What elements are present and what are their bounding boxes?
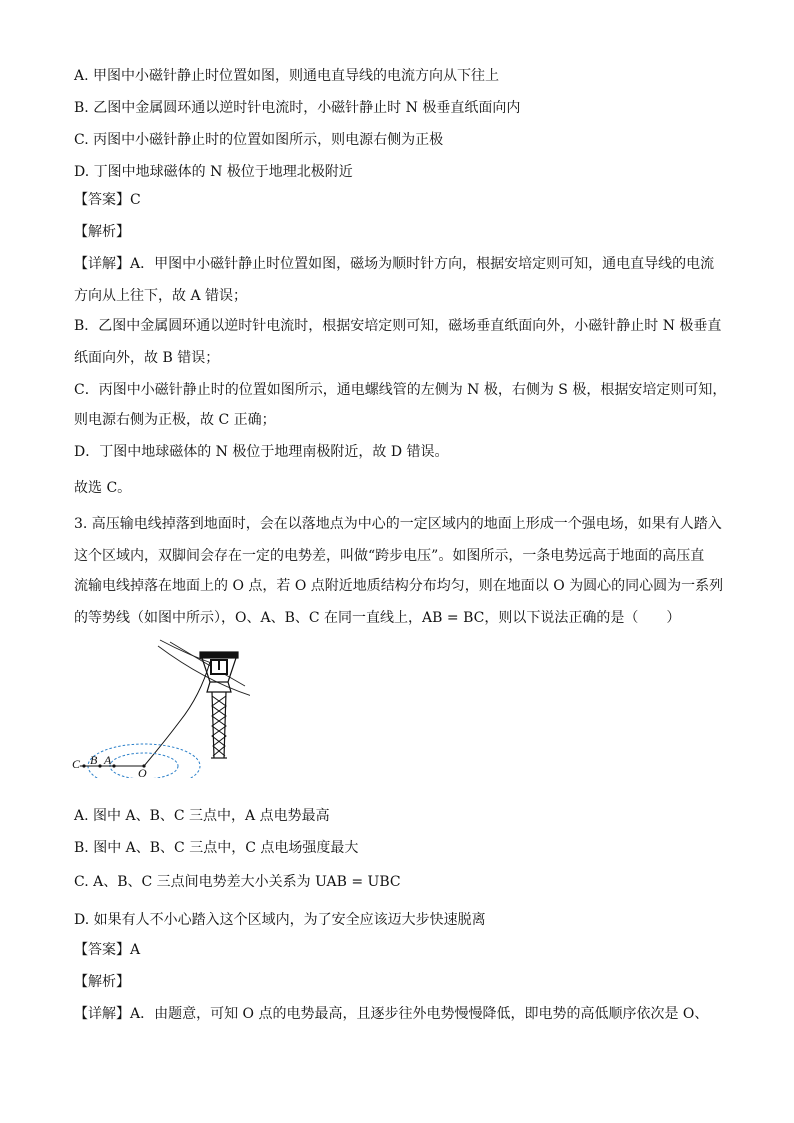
detail-line-4: 纸面向外，故 B 错误； bbox=[74, 350, 220, 366]
fallen-wire bbox=[144, 662, 210, 766]
q3-detail-line-1: 【详解】A．由题意，可知 O 点的电势最高，且逐步往外电势慢慢降低，即电势的高低顺序依次是 O、 bbox=[74, 1006, 709, 1022]
point-b bbox=[98, 764, 101, 767]
analysis-label-prev: 【解析】 bbox=[74, 224, 130, 240]
q3-stem-line-3: 流输电线掉落在地面上的 O 点，若 O 点附近地质结构分布均匀，则在地面以 O 为圆心的同心圆为一系列 bbox=[74, 578, 724, 594]
transmission-tower-icon bbox=[200, 652, 238, 758]
label-c: C bbox=[72, 757, 81, 771]
label-b: B bbox=[90, 753, 98, 767]
q3-stem-line-2: 这个区域内，双脚间会存在一定的电势差，叫做“跨步电压”。如图所示，一条电势远高于地面的高压直 bbox=[74, 548, 705, 564]
q3-answer: 【答案】A bbox=[74, 942, 141, 958]
label-o: O bbox=[138, 766, 147, 778]
detail-line-5: C．丙图中小磁针静止时的位置如图所示，通电螺线管的左侧为 N 极，右侧为 S 极，根据安培定则可知， bbox=[74, 382, 727, 398]
detail-line-7: D．丁图中地球磁体的 N 极位于地理南极附近，故 D 错误。 bbox=[74, 444, 449, 460]
q3-option-c: C. A、B、C 三点间电势差大小关系为 UAB = UBC bbox=[74, 874, 401, 890]
q3-option-a: A. 图中 A、B、C 三点中，A 点电势最高 bbox=[74, 808, 330, 824]
detail-line-6: 则电源右侧为正极，故 C 正确； bbox=[74, 412, 276, 428]
option-d-prev: D. 丁图中地球磁体的 N 极位于地理北极附近 bbox=[74, 164, 353, 180]
point-a bbox=[112, 764, 115, 767]
answer-prev: 【答案】C bbox=[74, 192, 141, 208]
power-line-figure bbox=[70, 636, 250, 778]
q3-option-b: B. 图中 A、B、C 三点中，C 点电场强度最大 bbox=[74, 840, 359, 856]
q3-stem-line-4: 的等势线（如图中所示），O、A、B、C 在同一直线上，AB = BC，则以下说法正确的是（ ） bbox=[74, 610, 681, 626]
q3-option-d: D. 如果有人不小心踏入这个区域内，为了安全应该迈大步快速脱离 bbox=[74, 912, 486, 928]
q3-analysis-label: 【解析】 bbox=[74, 974, 130, 990]
label-a: A bbox=[104, 753, 112, 767]
option-c-prev: C. 丙图中小磁针静止时的位置如图所示，则电源右侧为正极 bbox=[74, 132, 444, 148]
detail-line-1: 【详解】A．甲图中小磁针静止时位置如图，磁场为顺时针方向，根据安培定则可知，通电直导线的电流 bbox=[74, 256, 715, 272]
detail-line-2: 方向从上往下，故 A 错误； bbox=[74, 288, 248, 304]
option-b-prev: B. 乙图中金属圆环通以逆时针电流时，小磁针静止时 N 极垂直纸面向内 bbox=[74, 100, 521, 116]
conclusion-prev: 故选 C。 bbox=[74, 480, 132, 496]
q3-stem-line-1: 3. 高压输电线掉落到地面时，会在以落地点为中心的一定区域内的地面上形成一个强电场，如果有人踏入 bbox=[74, 516, 722, 532]
point-c bbox=[82, 764, 85, 767]
option-a-prev: A. 甲图中小磁针静止时位置如图，则通电直导线的电流方向从下往上 bbox=[74, 68, 500, 84]
detail-line-3: B．乙图中金属圆环通以逆时针电流时，根据安培定则可知，磁场垂直纸面向外，小磁针静止时 N 极垂直 bbox=[74, 318, 722, 334]
